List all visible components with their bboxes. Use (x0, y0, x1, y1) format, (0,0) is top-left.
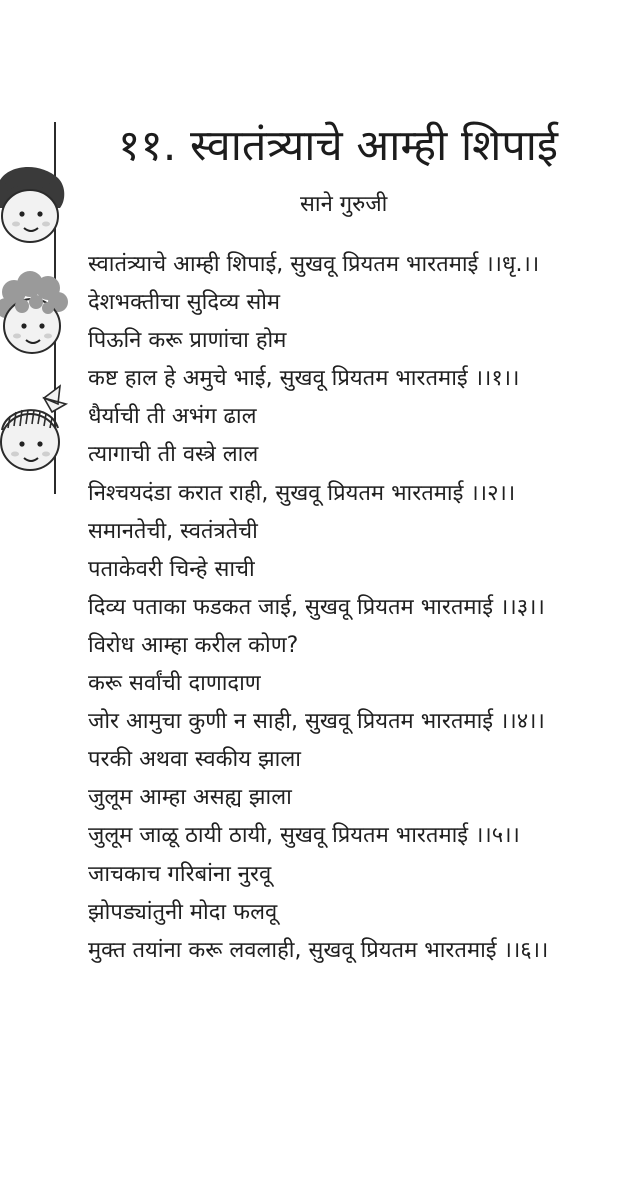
poem-line: स्वातंत्र्याचे आम्ही शिपाई, सुखवू प्रियतम भारतमाई ।।धृ.।। (88, 252, 540, 277)
poem-line: निश्चयदंडा करात राही, सुखवू प्रियतम भारतमाई ।।२।। (88, 480, 516, 506)
poem-title: ११. स्वातंत्र्याचे आम्ही शिपाई (118, 121, 558, 171)
poem-line: जुलूम आम्हा असह्य झाला (88, 785, 292, 811)
poem-line: कष्ट हाल हे अमुचे भाई, सुखवू प्रियतम भारतमाई ।।१।। (88, 366, 520, 392)
poem-line: देशभक्तीचा सुदिव्य सोम (88, 290, 281, 316)
poem-author: साने गुरुजी (300, 192, 388, 217)
poem-line: परकी अथवा स्वकीय झाला (88, 747, 301, 773)
poem-line: त्यागाची ती वस्त्रे लाल (88, 442, 259, 468)
child-face-icon (0, 271, 68, 353)
child-face-icon (1, 386, 66, 470)
poem-line: विरोध आम्हा करील कोण? (88, 632, 299, 658)
poem-line: जोर आमुचा कुणी न साही, सुखवू प्रियतम भारतमाई ।।४।। (88, 709, 545, 735)
poem-line: जुलूम जाळू ठायी ठायी, सुखवू प्रियतम भारतमाई ।।५।। (88, 823, 520, 849)
child-face-icon (0, 167, 64, 242)
poem-line: पताकेवरी चिन्हे साची (88, 556, 255, 582)
poem-line: पिऊनि करू प्राणांचा होम (88, 328, 287, 354)
poem-line: दिव्य पताका फडकत जाई, सुखवू प्रियतम भारतमाई ।।३।। (88, 594, 545, 620)
poem-line: मुक्त तयांना करू लवलाही, सुखवू प्रियतम भारतमाई ।।६।। (88, 937, 549, 963)
poem-line: करू सर्वांची दाणादाण (88, 671, 261, 697)
poem-line: जाचकाच गरिबांना नुरवू (88, 861, 272, 887)
poem-line: समानतेची, स्वतंत्रतेची (88, 518, 258, 544)
poem-line: धैर्याची ती अभंग ढाल (88, 404, 257, 430)
poem-body (88, 246, 638, 970)
peeking-children-illustration (0, 160, 70, 500)
poem-line: झोपड्यांतुनी मोदा फलवू (88, 899, 278, 925)
